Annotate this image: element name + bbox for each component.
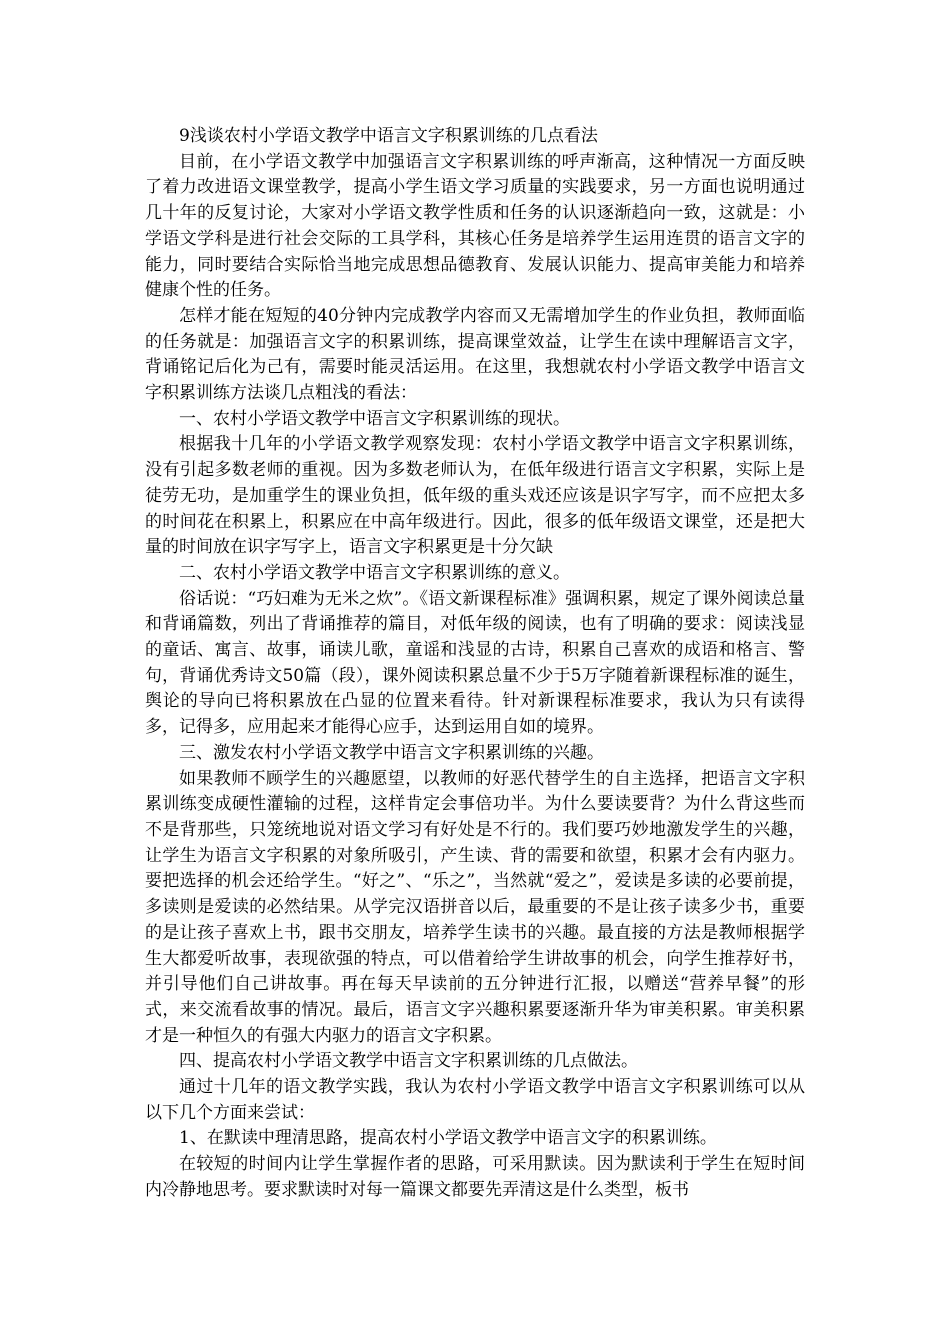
section-heading: 二、农村小学语文教学中语言文字积累训练的意义。 [179,562,570,583]
paragraph: 根据我十几年的小学语文教学观察发现：农村小学语文教学中语言文字积累训练，没有引起多数老师的重视。因为多数老师认为，在低年级进行语言文字积累，实际上是徒劳无功，是加重学生的课业负担，低年级的重头戏还应该是识字写字，而不应把太多的时间花在积累上，积累应在中高年级进行。因此，很多的低年级语文课堂，还是把大量的时间放在识字写字上，语言文字积累更是十分欠缺 [145,434,805,558]
paragraph: 如果教师不顾学生的兴趣愿望，以教师的好恶代替学生的自主选择，把语言文字积累训练变成硬性灌输的过程，这样肯定会事倍功半。为什么要读要背？为什么背这些而不是背那些，只笼统地说对语文学习有好处是不行的。我们要巧妙地激发学生的兴趣，让学生为语言文字积累的对象所吸引，产生读、背的需要和欲望，积累才会有内驱力。要把选择的机会还给学生。“好之”、“乐之”，当然就“爱之”，爱读是多读的必要前提，多读则是爱读的必然结果。从学完汉语拼音以后，最重要的不是让孩子读多少书，重要的是让孩子喜欢上书，跟书交朋友，培养学生读书的兴趣。最直接的方法是教师根据学生大都爱听故事，表现欲强的特点，可以借着给学生讲故事的机会，向学生推荐好书，并引导他们自己讲故事。再在每天早读前的五分钟进行汇报，以赠送“营养早餐”的形式，来交流看故事的情况。最后，语言文字兴趣积累要逐渐升华为审美积累。审美积累才是一种恒久的有强大内驱力的语言文字积累。 [145,768,805,1046]
paragraph: 俗话说：“巧妇难为无米之炊”。《语文新课程标准》强调积累，规定了课外阅读总量和背诵篇数，列出了背诵推荐的篇目，对低年级的阅读，也有了明确的要求：阅读浅显的童话、寓言、故事，诵读儿歌，童谣和浅显的古诗，积累自己喜欢的成语和格言、警句，背诵优秀诗文50篇（段），课外阅读积累总量不少于5万字随着新课程标准的诞生，舆论的导向已将积累放在凸显的位置来看待。针对新课程标准要求，我认为只有读得多，记得多，应用起来才能得心应手，达到运用自如的境界。 [145,588,805,738]
paragraph: 怎样才能在短短的40分钟内完成教学内容而又无需增加学生的作业负担，教师面临的任务就是：加强语言文字的积累训练，提高课堂效益，让学生在读中理解语言文字，背诵铭记后化为己有，需要时能灵活运用。在这里，我想就农村小学语文教学中语言文字积累训练方法谈几点粗浅的看法： [145,305,805,404]
section-heading: 三、激发农村小学语文教学中语言文字积累训练的兴趣。 [179,742,604,763]
document-body [145,124,805,1204]
section-heading: 一、农村小学语文教学中语言文字积累训练的现状。 [179,408,570,429]
section-heading: 四、提高农村小学语文教学中语言文字积累训练的几点做法。 [179,1051,638,1072]
subsection-heading: 1、在默读中理清思路，提高农村小学语文教学中语言文字的积累训练。 [179,1128,717,1149]
paragraph: 目前，在小学语文教学中加强语言文字积累训练的呼声渐高，这种情况一方面反映了着力改进语文课堂教学，提高小学生语文学习质量的实践要求，另一方面也说明通过几十年的反复讨论，大家对小学语文教学性质和任务的认识逐渐趋向一致，这就是：小学语文学科是进行社会交际的工具学科，其核心任务是培养学生运用连贯的语言文字的能力，同时要结合实际恰当地完成思想品德教育、发展认识能力、提高审美能力和培养健康个性的任务。 [145,151,805,301]
document-title: 9浅谈农村小学语文教学中语言文字积累训练的几点看法 [179,126,598,146]
paragraph: 通过十几年的语文教学实践，我认为农村小学语文教学中语言文字积累训练可以从以下几个方面来尝试： [145,1077,805,1123]
paragraph: 在较短的时间内让学生掌握作者的思路，可采用默读。因为默读利于学生在短时间内冷静地思考。要求默读时对每一篇课文都要先弄清这是什么类型，板书 [145,1154,805,1200]
